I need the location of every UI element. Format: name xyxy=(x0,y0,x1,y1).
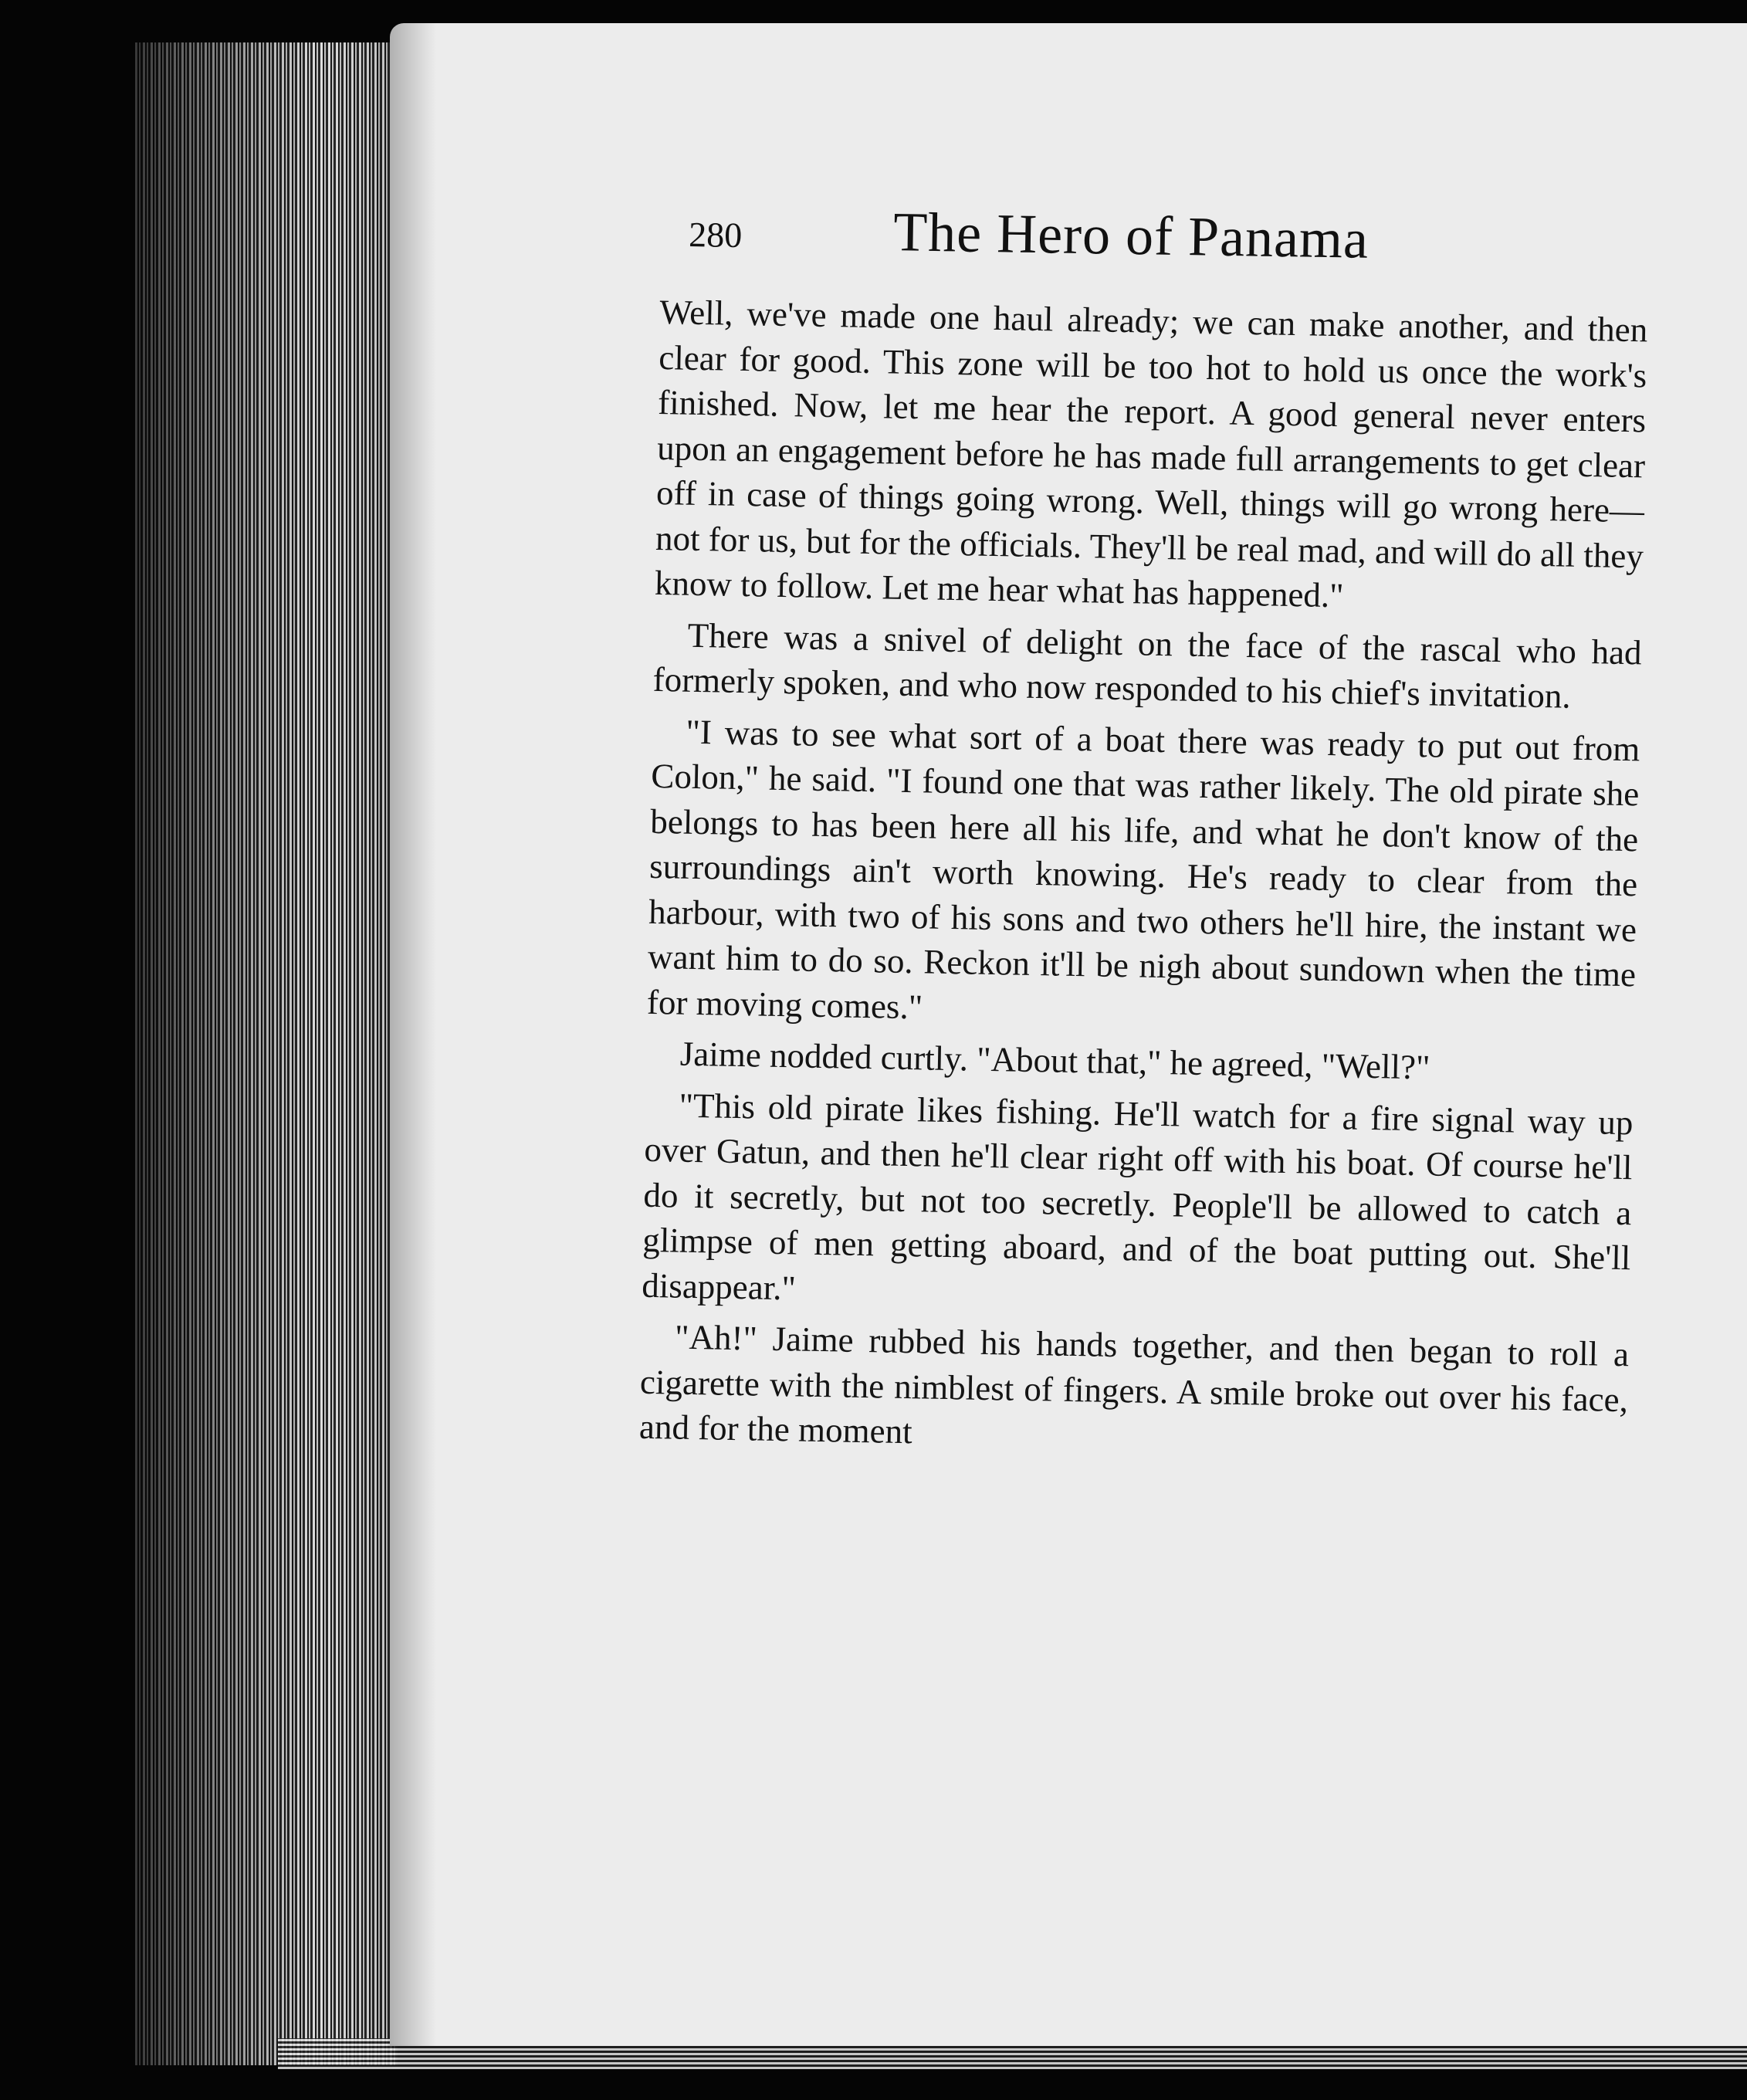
page-number: 280 xyxy=(688,214,743,256)
body-text xyxy=(638,290,1647,1474)
paragraph-3: "I was to see what sort of a boat there was ready to put out from Colon," he said. "I found one that was rather likely. The old pirate she belongs to has been here all his life, and what he don't know of the surroundings ain't worth knowing. He's ready to clear from the harbour, with two of his sons and two others he'll hire, the instant we want him to do so. Reckon it'll be nigh about sundown when the time for moving comes." xyxy=(646,712,1640,1026)
paragraph-2: There was a snivel of delight on the face of the rascal who had formerly spoken, and who now responded to his chief's invitation. xyxy=(652,615,1643,716)
paragraph-6: "Ah!" Jaime rubbed his hands together, and then began to roll a cigarette with the nimblest of fingers. A smile broke out over his face, and for the moment xyxy=(638,1317,1630,1451)
page-gutter-shadow xyxy=(390,23,436,2046)
paragraph-5: "This old pirate likes fishing. He'll watch for a fire signal way up over Gatun, and then he'll clear right off with his boat. Of course he'll do it secretly, but not too secretly. People'll be allowed to catch a glimpse of men getting aboard, and of the boat putting out. She'll disappear." xyxy=(641,1086,1634,1307)
page-header xyxy=(688,197,1461,294)
running-head: The Hero of Panama xyxy=(892,201,1369,270)
page-edges-shadow xyxy=(135,42,398,2065)
paragraph-1: Well, we've made one haul already; we can make another, and then clear for good. This zone will be too hot to hold us once the work's finished. Now, let me hear the report. A good general never enters upon an engagement before he has made full arrangements to get clear off in case of things going wrong. Well, things will go wrong here—not for us, but for the officials. They'll be real mad, and will do all they know to follow. Let me hear what has happened." xyxy=(654,292,1648,615)
paragraph-4: Jaime nodded curtly. "About that," he agreed, "Well?" xyxy=(679,1034,1430,1087)
